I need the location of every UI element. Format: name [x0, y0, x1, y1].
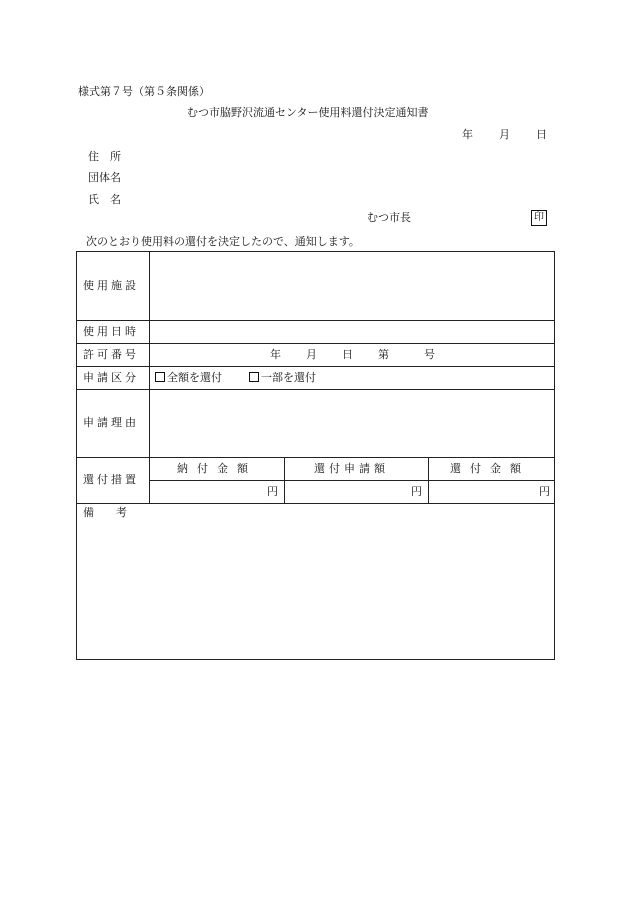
refund-amount-yen: 円	[539, 485, 550, 498]
address-label: 住 所	[88, 150, 121, 163]
form-number: 様式第７号（第５条関係）	[78, 85, 210, 98]
option-partial-label: 一部を還付	[261, 371, 316, 384]
date-day-label: 日	[536, 128, 547, 141]
permit-month: 月	[306, 348, 317, 361]
intro-text: 次のとおり使用料の還付を決定したので、通知します。	[86, 235, 360, 248]
remarks-label: 備 考	[83, 506, 127, 519]
reason-label: 申請理由	[83, 416, 139, 429]
requested-amount-yen: 円	[411, 485, 422, 498]
amount-column-divider	[284, 457, 285, 503]
issuer-name: むつ市長	[367, 211, 411, 224]
permit-go: 号	[424, 348, 435, 361]
checkbox-full[interactable]	[155, 372, 165, 382]
document-title: むつ市脇野沢流通センター使用料還付決定通知書	[187, 106, 429, 119]
issue-date	[462, 129, 547, 140]
row-divider	[149, 480, 555, 481]
option-full-label: 全額を還付	[167, 371, 222, 384]
permit-dai: 第	[378, 348, 389, 361]
group-name-label: 団体名	[88, 171, 121, 184]
refund-measure-label: 還付措置	[83, 473, 139, 486]
seal-mark: 印	[531, 210, 547, 226]
permit-day: 日	[342, 348, 353, 361]
date-year-label: 年	[462, 128, 473, 141]
name-label: 氏 名	[88, 193, 121, 206]
checkbox-partial[interactable]	[249, 372, 259, 382]
category-label: 申請区分	[83, 371, 139, 384]
permit-number-label: 許可番号	[83, 348, 139, 361]
option-full-refund[interactable]	[155, 372, 222, 383]
facility-label: 使用施設	[83, 279, 139, 292]
label-column-divider	[149, 252, 150, 503]
amount-column-divider	[428, 457, 429, 503]
date-month-label: 月	[499, 128, 510, 141]
option-partial-refund[interactable]	[249, 372, 316, 383]
datetime-label: 使用日時	[83, 325, 139, 338]
paid-amount-header: 納付金額	[177, 462, 257, 475]
refund-table	[76, 251, 555, 660]
row-divider	[77, 503, 555, 504]
paid-amount-yen: 円	[267, 485, 278, 498]
permit-year: 年	[270, 348, 281, 361]
requested-amount-header: 還付申請額	[314, 462, 389, 475]
refund-amount-header: 還付金額	[450, 462, 530, 475]
